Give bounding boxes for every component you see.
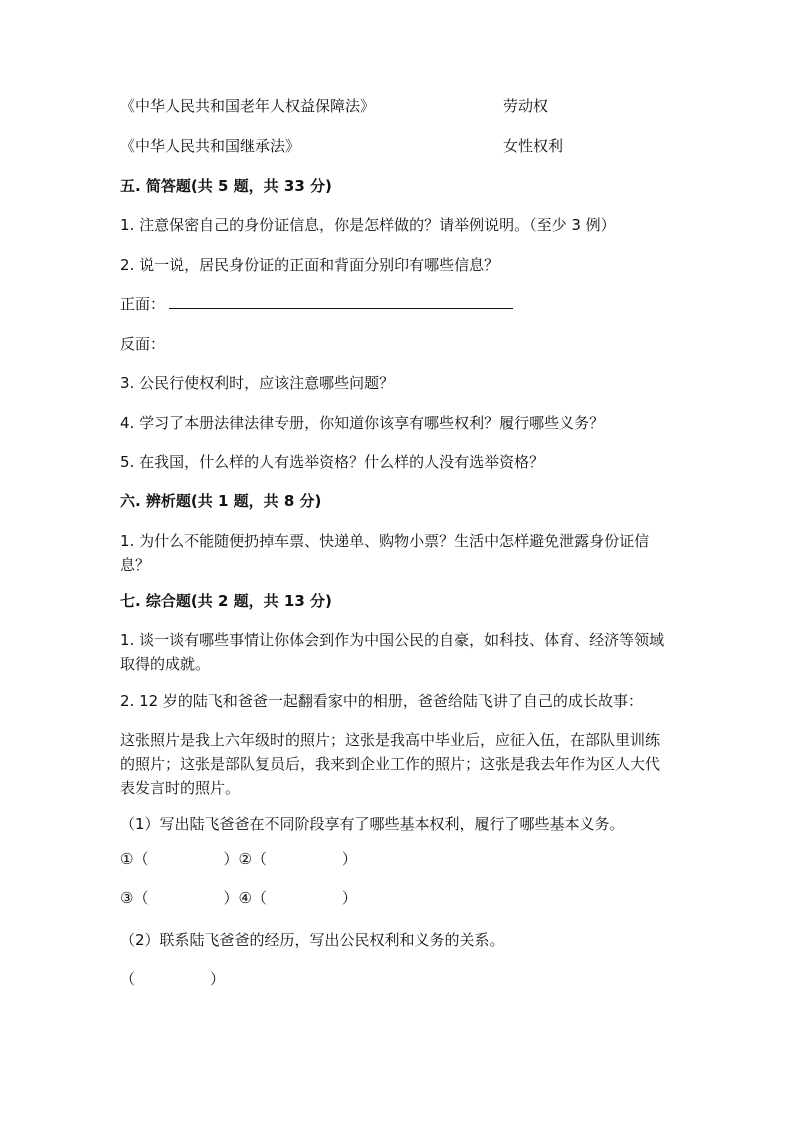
front-answer-row [120,292,513,316]
matching-right-item-2: 女性权利 [503,137,564,155]
section5-question-1: 1. 注意保密自己的身份证信息，你是怎样做的？请举例说明。（至少 3 例） [120,216,616,234]
section6-heading: 六. 辨析题(共 1 题，共 8 分) [120,492,322,510]
back-label: 反面： [120,335,166,353]
section7-subquestion-1: （1）写出陆飞爸爸在不同阶段享有了哪些基本权利，履行了哪些基本义务。 [120,815,625,833]
answer-blanks-row-1[interactable]: ①（ ）②（ ） [120,850,357,868]
front-answer-blank[interactable] [169,294,513,309]
section5-question-3: 3. 公民行使权利时，应该注意哪些问题？ [120,374,395,392]
section7-question-1: 1. 谈一谈有哪些事情让你体会到作为中国公民的自豪，如科技、体育、经济等领域取得的成就。 [120,631,665,673]
section7-subquestion-2: （2）联系陆飞爸爸的经历，写出公民权利和义务的关系。 [120,931,505,949]
section5-question-4: 4. 学习了本册法律法律专册，你知道你该享有哪些权利？履行哪些义务？ [120,414,605,432]
section5-question-2: 2. 说一说，居民身份证的正面和背面分别印有哪些信息？ [120,256,500,274]
section6-question-1: 1. 为什么不能随便扔掉车票、快递单、购物小票？生活中怎样避免泄露身份证信息？ [120,532,650,574]
section7-question-2: 2. 12 岁的陆飞和爸爸一起翻看家中的相册，爸爸给陆飞讲了自己的成长故事： [120,692,643,710]
section5-question-5: 5. 在我国，什么样的人有选举资格？什么样的人没有选举资格？ [120,453,545,471]
answer-blanks-row-2[interactable]: ③（ ）④（ ） [120,889,357,907]
section7-heading: 七. 综合题(共 2 题，共 13 分) [120,592,332,610]
matching-right-item-1: 劳动权 [503,97,549,115]
answer-blank-single[interactable]: （ ） [120,970,226,988]
front-label: 正面： [120,295,166,313]
section7-story: 这张照片是我上六年级时的照片；这张是我高中毕业后，应征入伍，在部队里训练的照片；这张是部队复员后，我来到企业工作的照片；这张是我去年作为区人大代表发言时的照片。 [120,731,661,797]
matching-left-item-1: 《中华人民共和国老年人权益保障法》 [120,97,376,115]
section5-heading: 五. 简答题(共 5 题，共 33 分) [120,177,332,195]
matching-left-item-2: 《中华人民共和国继承法》 [120,137,301,155]
